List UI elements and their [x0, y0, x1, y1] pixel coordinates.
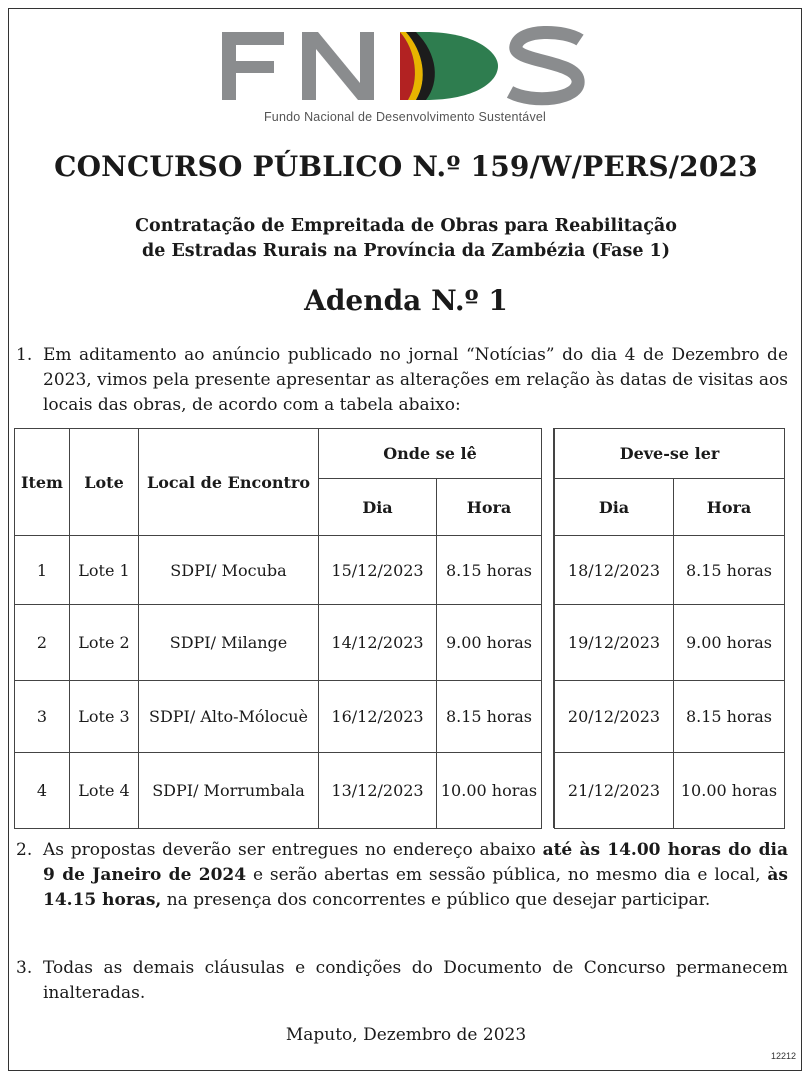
text-run: e serão abertas em sessão pública, no mesmo dia e local, [246, 865, 768, 885]
table-row [555, 605, 785, 681]
table-row [15, 753, 542, 829]
cell-dia-old: 13/12/2023 [319, 753, 437, 829]
reference-number: 12212 [770, 1051, 796, 1061]
cell-hora-old: 10.00 horas [437, 753, 542, 829]
cell-dia-old: 16/12/2023 [319, 681, 437, 753]
header-hora: Hora [674, 479, 785, 536]
cell-hora-new: 8.15 horas [674, 681, 785, 753]
cell-item: 1 [15, 536, 70, 605]
header-deve-se-ler: Deve-se ler [555, 429, 785, 479]
cell-hora-new: 10.00 horas [674, 753, 785, 829]
cell-dia-new: 21/12/2023 [555, 753, 674, 829]
paragraph-number: 2. [16, 840, 33, 860]
cell-item: 3 [15, 681, 70, 753]
opening-time-bold: às 14.15 horas, [43, 865, 788, 910]
cell-hora-new: 9.00 horas [674, 605, 785, 681]
paragraph-text: Em aditamento ao anúncio publicado no jornal “Notícias” do dia 4 de Dezembro de 2023, vimos pela presente apresentar as alterações em relação às datas de visitas aos locais das obras, de acordo com a tabela abaixo: [43, 345, 788, 415]
cell-lote: Lote 2 [70, 605, 139, 681]
schedule-table-corrected [554, 428, 785, 829]
paragraph-number: 1. [16, 345, 33, 365]
table-row [15, 605, 542, 681]
cell-dia-new: 19/12/2023 [555, 605, 674, 681]
fnds-logo [220, 24, 590, 134]
closing-place-date: Maputo, Dezembro de 2023 [285, 1025, 527, 1045]
paragraph-text [43, 838, 788, 913]
table-row [555, 681, 785, 753]
cell-lote: Lote 3 [70, 681, 139, 753]
header-item: Item [15, 429, 70, 536]
addendum-heading: Adenda N.º 1 [304, 284, 508, 317]
paragraph-text: Todas as demais cláusulas e condições do Documento de Concurso permanecem inalteradas. [43, 958, 788, 1003]
header-hora: Hora [437, 479, 542, 536]
cell-local: SDPI/ Milange [139, 605, 319, 681]
cell-lote: Lote 1 [70, 536, 139, 605]
subtitle-line-2: de Estradas Rurais na Província da Zambézia (Fase 1) [141, 241, 671, 261]
deadline-bold: até às 14.00 horas do dia 9 de Janeiro de 2024 [43, 840, 788, 885]
table-separator [541, 428, 554, 828]
table-row [555, 753, 785, 829]
text-run: na presença dos concorrentes e público que desejar participar. [161, 890, 711, 910]
table-row [555, 536, 785, 605]
table-row [15, 536, 542, 605]
cell-dia-new: 20/12/2023 [555, 681, 674, 753]
page-title: CONCURSO PÚBLICO N.º 159/W/PERS/2023 [54, 150, 758, 183]
cell-hora-new: 8.15 horas [674, 536, 785, 605]
cell-dia-old: 15/12/2023 [319, 536, 437, 605]
header-local: Local de Encontro [139, 429, 319, 536]
cell-hora-old: 9.00 horas [437, 605, 542, 681]
header-dia: Dia [319, 479, 437, 536]
cell-hora-old: 8.15 horas [437, 681, 542, 753]
cell-item: 2 [15, 605, 70, 681]
cell-dia-old: 14/12/2023 [319, 605, 437, 681]
paragraph-number: 3. [16, 958, 33, 978]
subtitle [0, 214, 812, 264]
schedule-table-original [14, 428, 542, 829]
header-dia: Dia [555, 479, 674, 536]
text-run: As propostas deverão ser entregues no endereço abaixo [43, 840, 543, 860]
subtitle-line-1: Contratação de Empreitada de Obras para Reabilitação [135, 216, 677, 236]
header-lote: Lote [70, 429, 139, 536]
cell-local: SDPI/ Morrumbala [139, 753, 319, 829]
cell-item: 4 [15, 753, 70, 829]
cell-local: SDPI/ Alto-Mólocuè [139, 681, 319, 753]
header-onde-se-le: Onde se lê [319, 429, 542, 479]
table-row [15, 681, 542, 753]
cell-hora-old: 8.15 horas [437, 536, 542, 605]
cell-lote: Lote 4 [70, 753, 139, 829]
fnds-logo-graphic [220, 24, 590, 110]
cell-dia-new: 18/12/2023 [555, 536, 674, 605]
logo-tagline: Fundo Nacional de Desenvolvimento Sustentável [263, 110, 547, 124]
cell-local: SDPI/ Mocuba [139, 536, 319, 605]
